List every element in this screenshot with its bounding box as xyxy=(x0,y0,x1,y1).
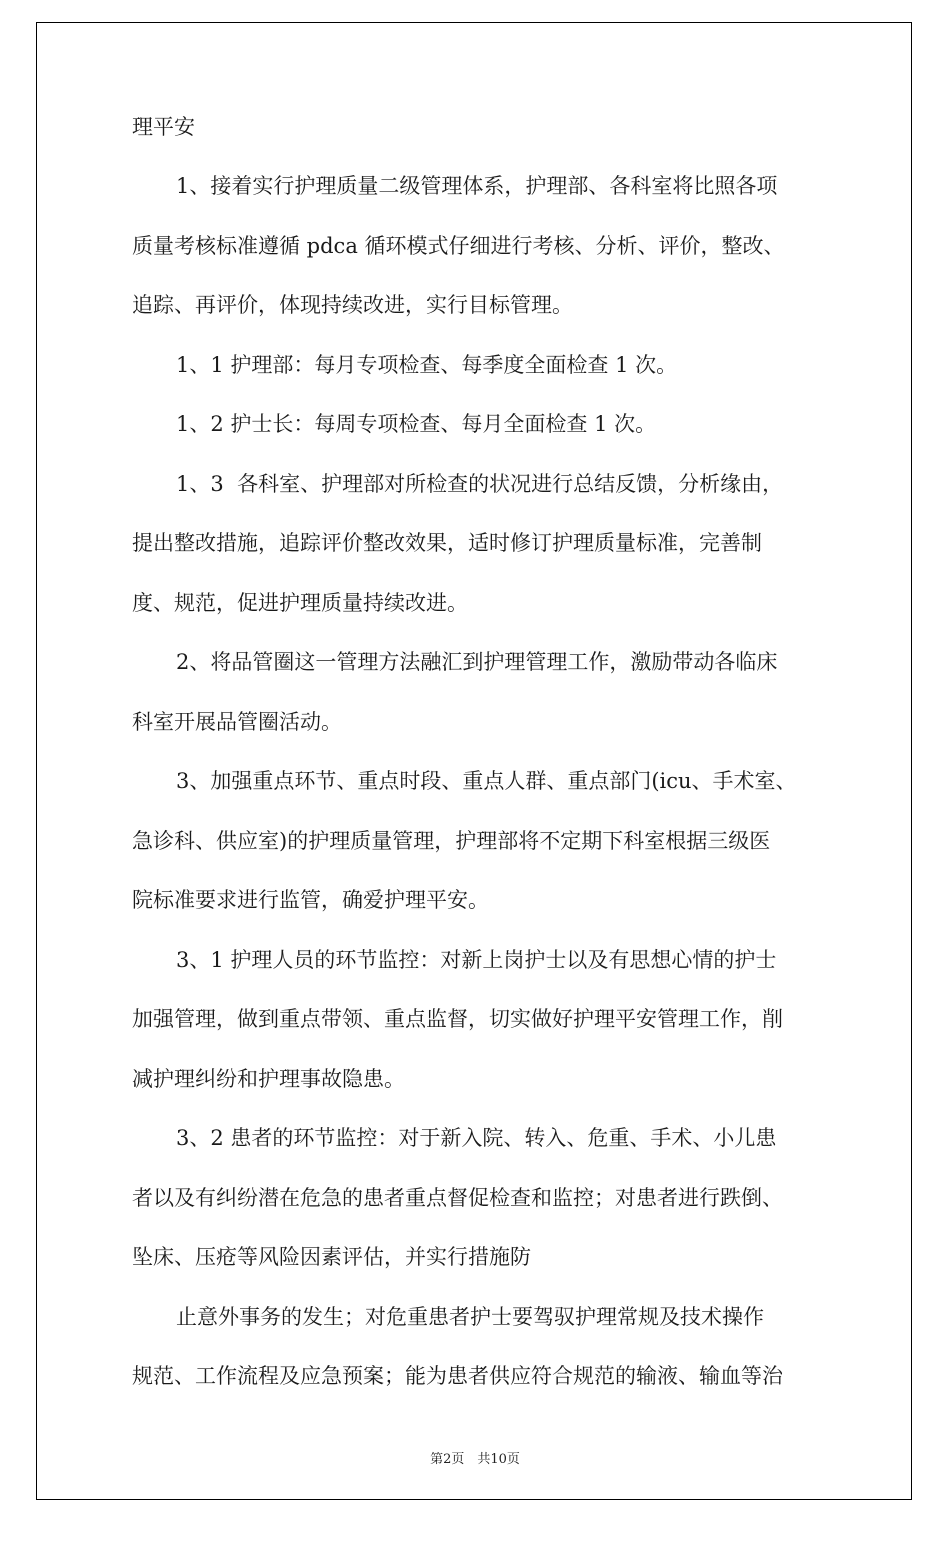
text-line: 减护理纠纷和护理事故隐患。 xyxy=(132,1067,405,1091)
text-line: 理平安 xyxy=(132,115,195,139)
text-line: 3、1 护理人员的环节监控：对新上岗护士以及有思想心情的护士 xyxy=(176,948,777,972)
text-line: 3、加强重点环节、重点时段、重点人群、重点部门(icu、手术室、 xyxy=(176,769,797,793)
text-line: 1、1 护理部：每月专项检查、每季度全面检查 1 次。 xyxy=(176,353,678,377)
text-line: 者以及有纠纷潜在危急的患者重点督促检查和监控；对患者进行跌倒、 xyxy=(132,1186,783,1210)
text-line: 1、接着实行护理质量二级管理体系，护理部、各科室将比照各项 xyxy=(176,174,778,198)
text-line: 2、将品管圈这一管理方法融汇到护理管理工作，激励带动各临床 xyxy=(176,650,778,674)
text-line: 院标准要求进行监管，确爱护理平安。 xyxy=(132,888,489,912)
text-line: 提出整改措施，追踪评价整改效果，适时修订护理质量标准，完善制 xyxy=(132,531,762,555)
text-line: 度、规范，促进护理质量持续改进。 xyxy=(132,591,468,615)
text-line: 3、2 患者的环节监控：对于新入院、转入、危重、手术、小儿患 xyxy=(176,1126,777,1150)
page-number-footer: 第2页 共10页 xyxy=(430,1452,520,1467)
text-line: 坠床、压疮等风险因素评估，并实行措施防 xyxy=(132,1245,531,1269)
text-line: 科室开展品管圈活动。 xyxy=(132,710,342,734)
text-line: 加强管理，做到重点带领、重点监督，切实做好护理平安管理工作，削 xyxy=(132,1007,783,1031)
text-line: 1、3 各科室、护理部对所检查的状况进行总结反馈，分析缘由， xyxy=(176,472,784,496)
text-line: 急诊科、供应室)的护理质量管理，护理部将不定期下科室根据三级医 xyxy=(132,829,771,853)
text-line: 1、2 护士长：每周专项检查、每月全面检查 1 次。 xyxy=(176,412,657,436)
text-line: 追踪、再评价，体现持续改进，实行目标管理。 xyxy=(132,293,573,317)
text-line: 质量考核标准遵循 pdca 循环模式仔细进行考核、分析、评价，整改、 xyxy=(132,234,785,258)
text-line: 止意外事务的发生；对危重患者护士要驾驭护理常规及技术操作 xyxy=(176,1305,764,1329)
text-line: 规范、工作流程及应急预案；能为患者供应符合规范的输液、输血等治 xyxy=(132,1364,783,1388)
